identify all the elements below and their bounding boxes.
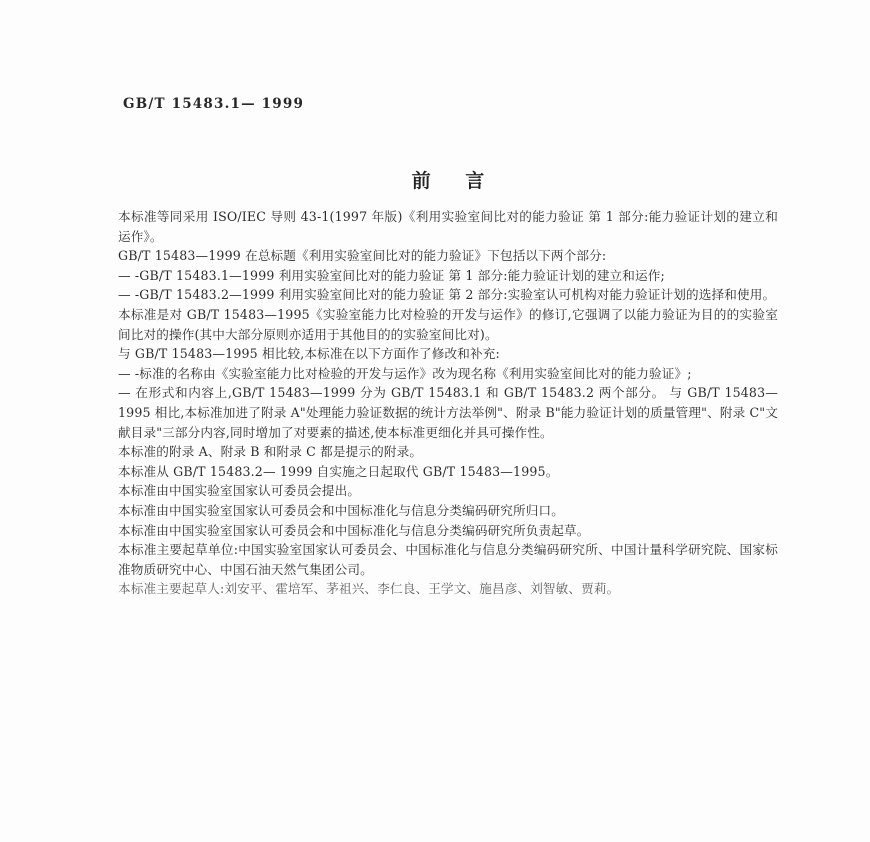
page-title: 前 言 [411,170,499,192]
paragraph: 本标准由中国实验室国家认可委员会提出。 [118,483,361,499]
paragraph: 本标准从 GB/T 15483.2— 1999 自实施之日起取代 GB/T 15483—1995。 [118,463,559,479]
paragraph: — -GB/T 15483.1—1999 利用实验室间比对的能力验证 第 1 部分:能力验证计划的建立和运作; [118,267,665,283]
paragraph: — 在形式和内容上,GB/T 15483—1999 分为 GB/T 15483.1 和 GB/T 15483.2 两个部分。 与 GB/T 15483—1995 相比,本标准加进了附录 A"处理能力验证数据的统计方法举例"、附录 B"能力验证计划的质量管理"、附录 C"文献目录"三部分内容,同时增加了对要素的描述,使本标准更细化并具可操作性。 [118,385,778,440]
page-content [118,96,778,599]
paragraph: 本标准由中国实验室国家认可委员会和中国标准化与信息分类编码研究所归口。 [118,502,565,518]
paragraph: 与 GB/T 15483—1995 相比较,本标准在以下方面作了修改和补充: [118,346,500,362]
paragraph: 本标准等同采用 ISO/IEC 导则 43-1(1997 年版)《利用实验室间比对的能力验证 第 1 部分:能力验证计划的建立和运作》。 [118,209,778,244]
foreword-body [118,207,778,599]
paragraph: — -标准的名称由《实验室能力比对检验的开发与运作》改为现名称《利用实验室间比对的能力验证》; [118,365,692,381]
paragraph: — -GB/T 15483.2—1999 利用实验室间比对的能力验证 第 2 部分:实验室认可机构对能力验证计划的选择和使用。 [118,287,776,303]
paragraph: 本标准主要起草人:刘安平、霍培军、茅祖兴、李仁良、王学文、施昌彦、刘智敏、贾莉。 [118,581,620,597]
paragraph: 本标准的附录 A、附录 B 和附录 C 都是提示的附录。 [118,444,423,460]
paragraph: GB/T 15483—1999 在总标题《利用实验室间比对的能力验证》下包括以下两个部分: [118,248,607,264]
standard-number: GB/T 15483.1— 1999 [123,96,305,112]
paragraph: 本标准主要起草单位:中国实验室国家认可委员会、中国标准化与信息分类编码研究所、中国计量科学研究院、国家标准物质研究中心、中国石油天然气集团公司。 [118,542,778,577]
paragraph: 本标准是对 GB/T 15483—1995《实验室能力比对检验的开发与运作》的修订,它强调了以能力验证为目的的实验室间比对的操作(其中大部分原则亦适用于其他目的的实验室间比对)。 [118,306,778,342]
paragraph: 本标准由中国实验室国家认可委员会和中国标准化与信息分类编码研究所负责起草。 [118,522,590,538]
